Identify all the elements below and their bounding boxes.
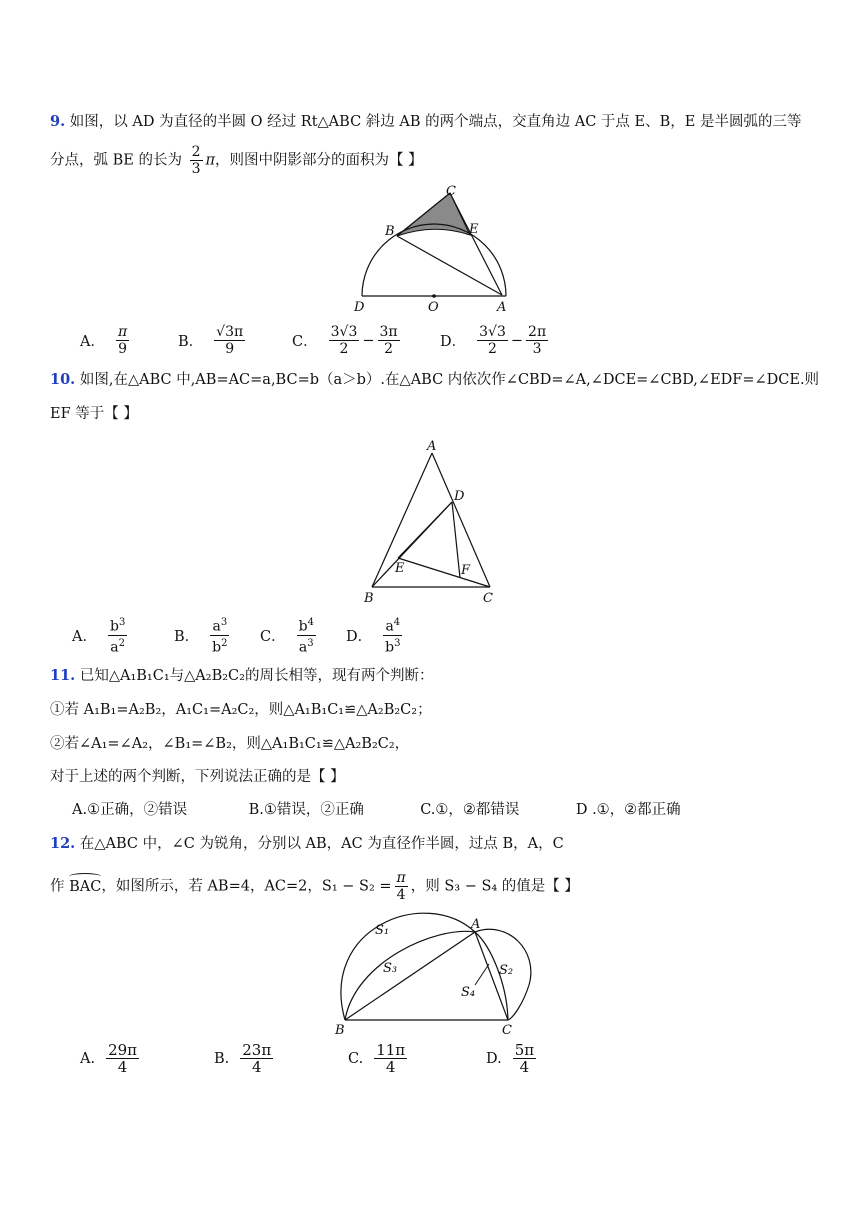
q12-line2: [50, 870, 579, 903]
q11-line1: [50, 666, 433, 686]
q10-option-c-num-exp: 4: [307, 617, 314, 628]
q10-option-a-frac: [108, 615, 127, 655]
q9-text-line2-post: ，则图中阴影部分的面积为【 】: [215, 152, 423, 169]
q12-text-line2-post: ，则 S₃ − S₄ 的值是【 】: [410, 878, 579, 895]
q9-option-b-den: 9: [225, 341, 235, 357]
q10-option-b-den: [210, 636, 229, 656]
q9-option-a-den: 9: [118, 341, 128, 357]
q9-label-D: D: [354, 300, 365, 315]
q9-option-c-frac2: [378, 324, 400, 357]
q9-option-c-frac1: [329, 324, 360, 357]
q10-line1: [50, 370, 819, 390]
q11-text-line4: 对于上述的两个判断，下列说法正确的是【 】: [50, 769, 345, 785]
q12-option-a-num: 29π: [108, 1041, 138, 1059]
q9-frac-num: 2: [191, 144, 201, 160]
q12-number: 12.: [50, 835, 76, 852]
q9-option-d-op: −: [510, 332, 524, 349]
q11-number: 11.: [50, 667, 76, 684]
q10-option-d-den: [383, 636, 402, 656]
q10-label-E: E: [395, 561, 405, 576]
q9-option-c[interactable]: [292, 324, 403, 357]
q12-option-c-den: 4: [385, 1058, 396, 1076]
q10-option-a[interactable]: [72, 615, 130, 655]
q11-text-line3: ②若∠A₁=∠A₂，∠B₁=∠B₂，则△A₁B₁C₁≌△A₂B₂C₂，: [50, 736, 410, 752]
q9-option-c-label: C．: [292, 334, 318, 350]
q12-eq-num: π: [396, 870, 406, 886]
q12-label-A: A: [471, 917, 481, 932]
q11-option-d[interactable]: D .①，②都正确: [575, 802, 681, 818]
q9-option-d-frac1: [477, 324, 508, 357]
q11-text-line1: 已知△A₁B₁C₁与△A₂B₂C₂的周长相等，现有两个判断：: [79, 668, 434, 684]
q11-option-a[interactable]: A.①正确，②错误: [72, 802, 188, 818]
q11-line2: [50, 700, 432, 720]
q10-option-d-den-exp: 3: [394, 637, 401, 649]
q12-option-c-label: C.: [348, 1050, 364, 1067]
q12-label-S1: S₁: [375, 923, 390, 938]
q12-eq-den: 4: [396, 887, 406, 903]
q10-label-D: D: [454, 489, 465, 504]
q11-line4: [50, 767, 345, 787]
q9-option-c-num2: 3π: [379, 324, 398, 340]
q10-label-F: F: [461, 563, 471, 578]
q10-option-d-frac: [383, 615, 402, 655]
q10-option-b-frac: [210, 615, 229, 655]
q12-option-d-label: D.: [486, 1050, 502, 1067]
q9-option-b-label: B．: [178, 334, 204, 350]
q9-label-O: O: [428, 300, 439, 315]
q12-option-c[interactable]: [348, 1042, 410, 1075]
q9-label-B: B: [385, 224, 395, 239]
q9-option-a-num: π: [117, 324, 128, 340]
q9-label-A: A: [497, 300, 507, 315]
q9-option-b[interactable]: [178, 324, 248, 357]
q11-line3: [50, 734, 409, 754]
q10-option-d-num-base: a: [385, 618, 394, 635]
q10-option-b-num: [210, 615, 229, 636]
q9-figure: [340, 185, 530, 315]
q10-text-line2: EF 等于【 】: [50, 406, 138, 422]
q10-option-a-num-base: b: [109, 618, 119, 635]
q9-pi: π: [205, 152, 216, 169]
q12-option-a[interactable]: [80, 1042, 142, 1075]
q10-option-d-label: D．: [346, 628, 373, 645]
q12-text-line2-mid: ，如图所示，若 AB=4，AC=2，: [101, 878, 322, 895]
q12-line1: [50, 834, 564, 854]
q9-option-c-op: −: [362, 332, 375, 349]
q10-option-a-den-base: a: [110, 639, 119, 656]
q12-option-a-label: A.: [80, 1050, 96, 1067]
q12-label-B: B: [335, 1023, 345, 1038]
q9-text-line1: 如图，以 AD 为直径的半圆 O 经过 Rt△ABC 斜边 AB 的两个端点，交直角边 AC 于点 E、B，E 是半圆弧的三等: [69, 114, 802, 130]
q9-option-b-num: √3π: [216, 324, 244, 340]
q9-arc-length-fraction: [190, 144, 203, 177]
q10-segment-DF: [452, 502, 460, 578]
q10-segment-CE: [398, 558, 490, 587]
q10-option-d-den-base: b: [385, 639, 395, 656]
q10-option-c-label: C．: [260, 628, 286, 645]
q10-option-b-num-exp: 3: [220, 617, 228, 628]
q12-option-d-den: 4: [519, 1058, 530, 1076]
q9-option-d-num2: 2π: [528, 324, 547, 340]
q12-option-b[interactable]: [214, 1042, 276, 1075]
q9-line2: [50, 144, 423, 177]
q12-option-d[interactable]: [486, 1042, 539, 1075]
q9-label-C: C: [446, 185, 456, 199]
q11-option-c[interactable]: C.①，②都错误: [420, 802, 520, 818]
q10-text-line1: 如图,在△ABC 中,AB=AC=a,BC=b（a＞b）.在△ABC 内依次作∠CBD=∠A,∠DCE=∠CBD,∠EDF=∠DCE.则: [79, 372, 820, 388]
q10-option-b-den-base: b: [212, 639, 222, 656]
q10-option-a-num: [108, 615, 127, 636]
q12-option-d-frac: [513, 1042, 536, 1075]
q10-option-b[interactable]: [174, 615, 233, 655]
q9-option-d[interactable]: [440, 324, 551, 357]
q11-option-b[interactable]: B.①错误，②正确: [248, 802, 364, 818]
q12-label-C: C: [502, 1023, 512, 1038]
q10-option-c-den-base: a: [298, 639, 308, 656]
q10-line2: [50, 404, 138, 424]
q12-figure: [325, 900, 555, 1040]
q9-segment-CA: [450, 193, 502, 295]
q10-option-d[interactable]: [346, 615, 405, 655]
q10-option-b-label: B．: [174, 628, 200, 645]
q12-option-b-label: B.: [214, 1050, 230, 1067]
q10-option-c-num-base: b: [298, 618, 308, 635]
q12-text-line2-pre: 作: [50, 878, 70, 895]
q12-label-S3: S₃: [383, 961, 398, 976]
q10-option-b-den-exp: 2: [221, 637, 228, 649]
q10-number: 10.: [50, 371, 76, 388]
q9-shaded-region: [397, 193, 470, 236]
q9-segment-BA: [397, 236, 502, 295]
q12-eq-left: S₁ − S₂ =: [321, 878, 392, 895]
q12-arc-bac: BAC: [69, 878, 102, 895]
q9-option-b-frac: [214, 324, 245, 357]
q9-text-line2-pre: 分点，弧 BE 的长为: [50, 152, 182, 169]
q9-line1: [50, 112, 801, 132]
q9-center-point: [432, 294, 436, 298]
q10-label-A: A: [427, 439, 437, 454]
q10-label-B: B: [364, 591, 374, 606]
q12-option-a-den: 4: [117, 1058, 128, 1076]
q12-option-c-frac: [374, 1042, 407, 1075]
q11-text-line2: ①若 A₁B₁=A₂B₂，A₁C₁=A₂C₂，则△A₁B₁C₁≌△A₂B₂C₂；: [50, 702, 432, 718]
q10-option-c[interactable]: [260, 615, 319, 655]
q9-number: 9.: [50, 113, 66, 130]
q10-option-a-den: [108, 636, 127, 656]
q12-option-b-num: 23π: [242, 1041, 272, 1059]
q9-frac-den: 3: [191, 161, 201, 177]
q9-option-c-den1: 2: [339, 341, 349, 357]
q12-option-a-frac: [106, 1042, 139, 1075]
q9-option-d-label: D．: [440, 334, 467, 350]
q10-label-C: C: [483, 591, 493, 606]
q12-text-line1: 在△ABC 中，∠C 为锐角，分别以 AB，AC 为直径作半圆，过点 B，A，C: [79, 836, 564, 852]
q12-option-c-num: 11π: [376, 1041, 406, 1059]
q9-option-a-label: A．: [80, 334, 105, 350]
q9-option-c-num1: 3√3: [330, 324, 358, 340]
q12-eq-frac: [395, 870, 408, 903]
q10-option-c-den: [297, 636, 316, 656]
q12-option-d-num: 5π: [514, 1041, 535, 1059]
q10-option-a-num-exp: 3: [118, 617, 126, 628]
q12-s4-pointer: [475, 964, 489, 985]
q9-option-d-den1: 2: [488, 341, 497, 357]
q10-option-d-num: [383, 615, 402, 636]
q10-option-a-den-exp: 2: [118, 637, 126, 649]
q9-option-d-num1: 3√3: [479, 324, 506, 340]
q12-label-S4: S₄: [461, 985, 476, 1000]
q9-option-d-frac2: [526, 324, 548, 357]
q12-option-b-den: 4: [251, 1058, 262, 1076]
q11-options: [72, 800, 681, 820]
q9-label-E: E: [469, 222, 479, 237]
q9-option-a-frac: [116, 324, 129, 357]
q10-option-c-num: [297, 615, 316, 636]
q9-option-a[interactable]: [80, 324, 132, 357]
q10-option-a-label: A．: [72, 628, 97, 645]
q9-option-d-den2: 3: [532, 341, 542, 357]
q10-option-c-frac: [297, 615, 316, 655]
q10-option-d-num-exp: 4: [393, 617, 401, 628]
q9-option-c-den2: 2: [384, 341, 394, 357]
q10-figure: [355, 435, 505, 610]
q12-segment-BA: [345, 932, 475, 1020]
q10-option-b-num-base: a: [212, 618, 221, 635]
q12-label-S2: S₂: [499, 963, 514, 978]
q10-option-c-den-exp: 3: [307, 637, 314, 649]
q12-option-b-frac: [240, 1042, 273, 1075]
